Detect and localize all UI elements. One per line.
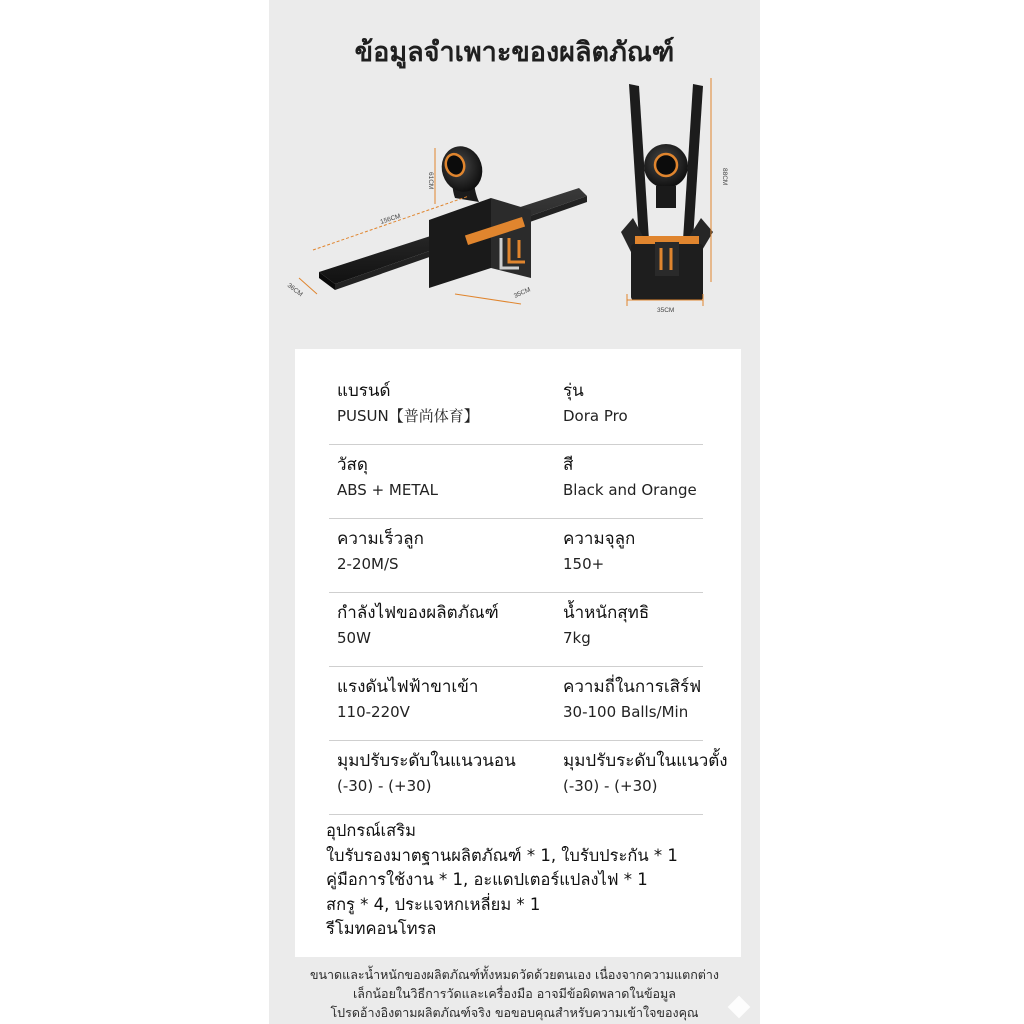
spec-value: (-30) - (+30) — [337, 777, 432, 795]
disclaimer-line: ขนาดและน้ำหนักของผลิตภัณฑ์ทั้งหมดวัดด้วยตนเอง เนื่องจากความแตกต่าง — [309, 967, 720, 982]
spec-card — [295, 349, 741, 957]
spec-label: มุมปรับระดับในแนวตั้ง — [563, 751, 728, 771]
spec-value: 150+ — [563, 555, 605, 573]
spec-value: Dora Pro — [563, 407, 628, 425]
spec-label: สี — [563, 455, 574, 475]
spec-row — [329, 371, 703, 445]
machine-front-view — [621, 78, 728, 314]
page-title: ข้อมูลจำเพาะของผลิตภัณฑ์ — [354, 37, 675, 68]
accessory-line: ใบรับรองมาตฐานผลิตภัณฑ์ * 1, ใบรับประกัน * 1 — [326, 845, 678, 865]
accessory-line: สกรู * 4, ประแจหกเหลี่ยม * 1 — [326, 894, 541, 914]
spec-value: Black and Orange — [563, 481, 697, 499]
spec-value: ABS + METAL — [337, 481, 438, 499]
row-divider — [329, 814, 703, 815]
spec-label: แบรนด์ — [337, 381, 391, 401]
dimension-base-front-label: 35CM — [657, 307, 675, 314]
spec-value: (-30) - (+30) — [563, 777, 658, 795]
spec-label: มุมปรับระดับในแนวนอน — [337, 751, 516, 771]
spec-label: แรงดันไฟฟ้าขาเข้า — [337, 677, 479, 697]
disclaimer-note — [269, 965, 760, 1022]
spec-row — [329, 741, 728, 815]
spec-label: รุ่น — [563, 381, 584, 401]
spec-label: ความเร็วลูก — [337, 529, 424, 549]
product-dimension-diagram — [269, 72, 760, 332]
spec-value: 7kg — [563, 629, 591, 647]
spec-label: ความจุลูก — [563, 529, 636, 549]
dimension-height-front-label: 88CM — [721, 168, 728, 186]
spec-row — [329, 445, 703, 519]
spec-value: PUSUN【普尚体育】 — [337, 407, 479, 425]
accessories-heading: อุปกรณ์เสริม — [326, 821, 416, 840]
dimension-height-side-label: 61CM — [427, 172, 434, 190]
disclaimer-line: โปรดอ้างอิงตามผลิตภัณฑ์จริง ขอขอบคุณสำหรับความเข้าใจของคุณ — [330, 1005, 699, 1020]
accessory-line: คู่มือการใช้งาน * 1, อะแดปเตอร์แปลงไฟ * 1 — [326, 870, 648, 889]
spec-row — [329, 593, 703, 667]
accessory-line: รีโมทคอนโทรล — [326, 919, 437, 938]
dimension-base-width-label: 35CM — [512, 286, 532, 300]
spec-value: 110-220V — [337, 703, 410, 721]
machine-side-view — [286, 141, 587, 304]
spec-label: กำลังไฟของผลิตภัณฑ์ — [337, 603, 499, 623]
dimension-width-label: 36CM — [285, 282, 304, 299]
spec-value: 2-20M/S — [337, 555, 399, 573]
spec-label: วัสดุ — [337, 455, 368, 475]
spec-label: น้ำหนักสุทธิ — [563, 603, 650, 623]
spec-label: ความถี่ในการเสิร์ฟ — [563, 677, 702, 697]
disclaimer-line: เล็กน้อยในวิธีการวัดและเครื่องมือ อาจมีข้อผิดพลาดในข้อมูล — [353, 986, 676, 1001]
spec-value: 50W — [337, 629, 371, 647]
spec-row — [329, 667, 703, 741]
dimension-length-label: 156CM — [379, 212, 402, 226]
accessories-section — [326, 819, 736, 942]
spec-value: 30-100 Balls/Min — [563, 703, 689, 721]
spec-row — [329, 519, 703, 593]
